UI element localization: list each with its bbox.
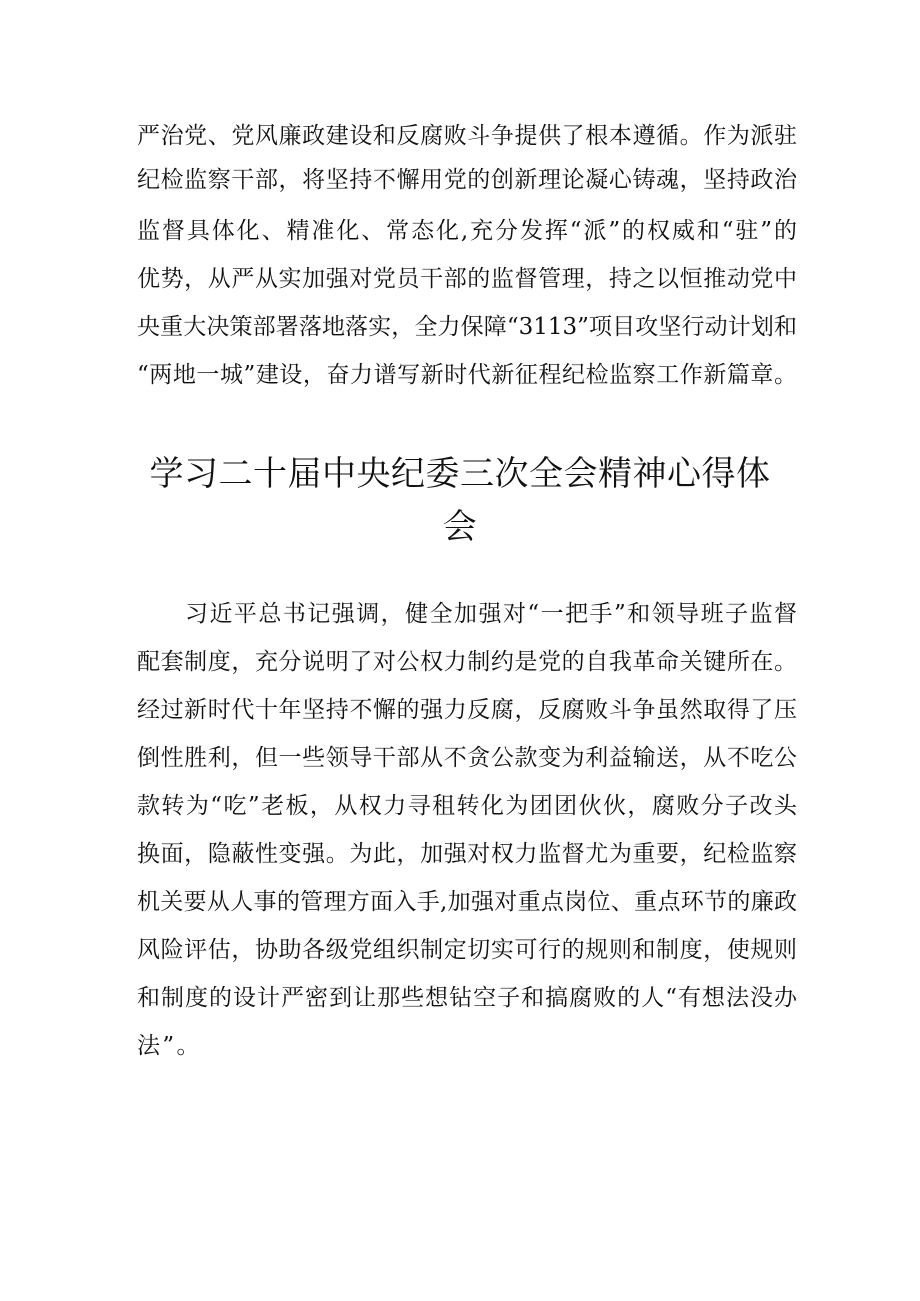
paragraph-2-line: 机关要从人事的管理方面入手,加强对重点岗位、重点环节的廉政 bbox=[137, 889, 797, 915]
paragraph-2-line: 配套制度，充分说明了对公权力制约是党的自我革命关键所在。 bbox=[137, 649, 797, 675]
paragraph-2-line: 倒性胜利，但一些领导干部从不贪公款变为利益输送，从不吃公 bbox=[137, 745, 797, 771]
paragraph-1-line: 监督具体化、精准化、常态化,充分发挥“派”的权威和“驻”的 bbox=[137, 218, 797, 244]
paragraph-1-line: 严治党、党风廉政建设和反腐败斗争提供了根本遵循。作为派驻 bbox=[137, 123, 797, 149]
article-title-line-2: 会 bbox=[442, 507, 478, 547]
paragraph-2-line: 款转为“吃”老板，从权力寻租转化为团团伙伙，腐败分子改头 bbox=[137, 793, 797, 819]
paragraph-2-line: 风险评估，协助各级党组织制定切实可行的规则和制度，使规则 bbox=[137, 937, 797, 963]
paragraph-2-line: 和制度的设计严密到让那些想钻空子和搞腐败的人“有想法没办 bbox=[137, 985, 797, 1011]
paragraph-2-line: 法”。 bbox=[137, 1033, 202, 1059]
paragraph-2-line: 经过新时代十年坚持不懈的强力反腐，反腐败斗争虽然取得了压 bbox=[137, 697, 797, 723]
paragraph-1-line: “两地一城”建设，奋力谱写新时代新征程纪检监察工作新篇章。 bbox=[137, 362, 797, 388]
article-title-line-1: 学习二十届中央纪委三次全会精神心得体 bbox=[149, 454, 771, 494]
paragraph-2-line: 习近平总书记强调，健全加强对“一把手”和领导班子监督 bbox=[185, 601, 797, 627]
paragraph-1-line: 纪检监察干部，将坚持不懈用党的创新理论凝心铸魂，坚持政治 bbox=[137, 167, 797, 193]
paragraph-1-line: 优势，从严从实加强对党员干部的监督管理，持之以恒推动党中 bbox=[137, 266, 797, 292]
paragraph-2-line: 换面，隐蔽性变强。为此，加强对权力监督尤为重要，纪检监察 bbox=[137, 841, 797, 867]
paragraph-1-line: 央重大决策部署落地落实，全力保障“3113”项目攻坚行动计划和 bbox=[137, 314, 797, 340]
